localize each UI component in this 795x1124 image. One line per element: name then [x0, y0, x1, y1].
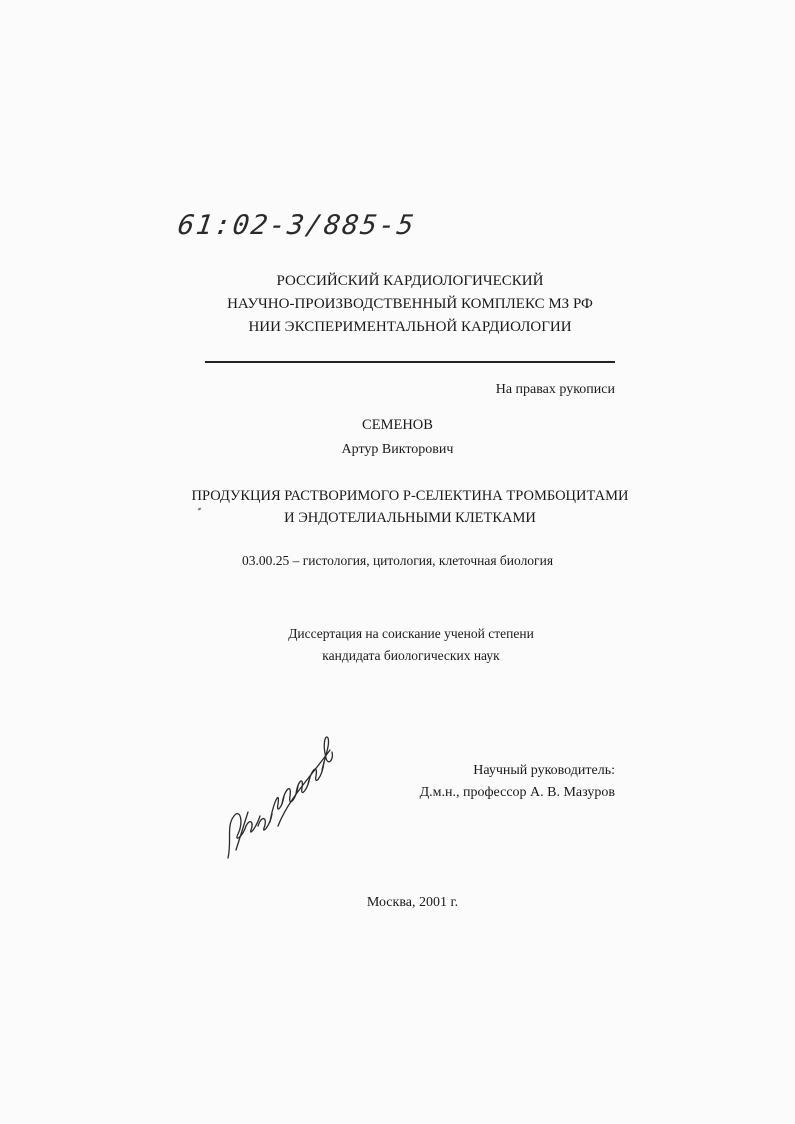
city-year: Москва, 2001 г. [366, 895, 459, 910]
thesis-title [160, 485, 660, 529]
organization-header [205, 270, 615, 339]
rights-notice: На правах рукописи [495, 382, 615, 397]
handwritten-signature [218, 730, 348, 870]
header-divider [205, 361, 615, 363]
thesis-title-line-2: И ЭНДОТЕЛИАЛЬНЫМИ КЛЕТКАМИ [284, 510, 536, 526]
thesis-title-line-1: ПРОДУКЦИЯ РАСТВОРИМОГО Р-СЕЛЕКТИНА ТРОМБОЦИТАМИ [191, 488, 629, 504]
degree-line-1: Диссертация на соискание ученой степени [288, 626, 534, 641]
degree-line-2: кандидата биологических наук [322, 648, 500, 663]
organization-line-3: НИИ ЭКСПЕРИМЕНТАЛЬНОЙ КАРДИОЛОГИИ [248, 319, 572, 335]
supervisor-block [420, 760, 615, 804]
organization-line-1: РОССИЙСКИЙ КАРДИОЛОГИЧЕСКИЙ [276, 273, 544, 289]
author-given-names: Артур Викторович [341, 442, 454, 457]
catalog-number: 61:02-3/885-5 [175, 210, 418, 241]
author-surname: СЕМЕНОВ [362, 417, 433, 433]
degree-statement [0, 623, 795, 667]
organization-line-2: НАУЧНО-ПРОИЗВОДСТВЕННЫЙ КОМПЛЕКС МЗ РФ [227, 296, 593, 312]
supervisor-label: Научный руководитель: [473, 763, 615, 778]
specialty-code: 03.00.25 – гистология, цитология, клеточная биология [241, 553, 554, 568]
supervisor-name: Д.м.н., профессор А. В. Мазуров [419, 785, 615, 800]
